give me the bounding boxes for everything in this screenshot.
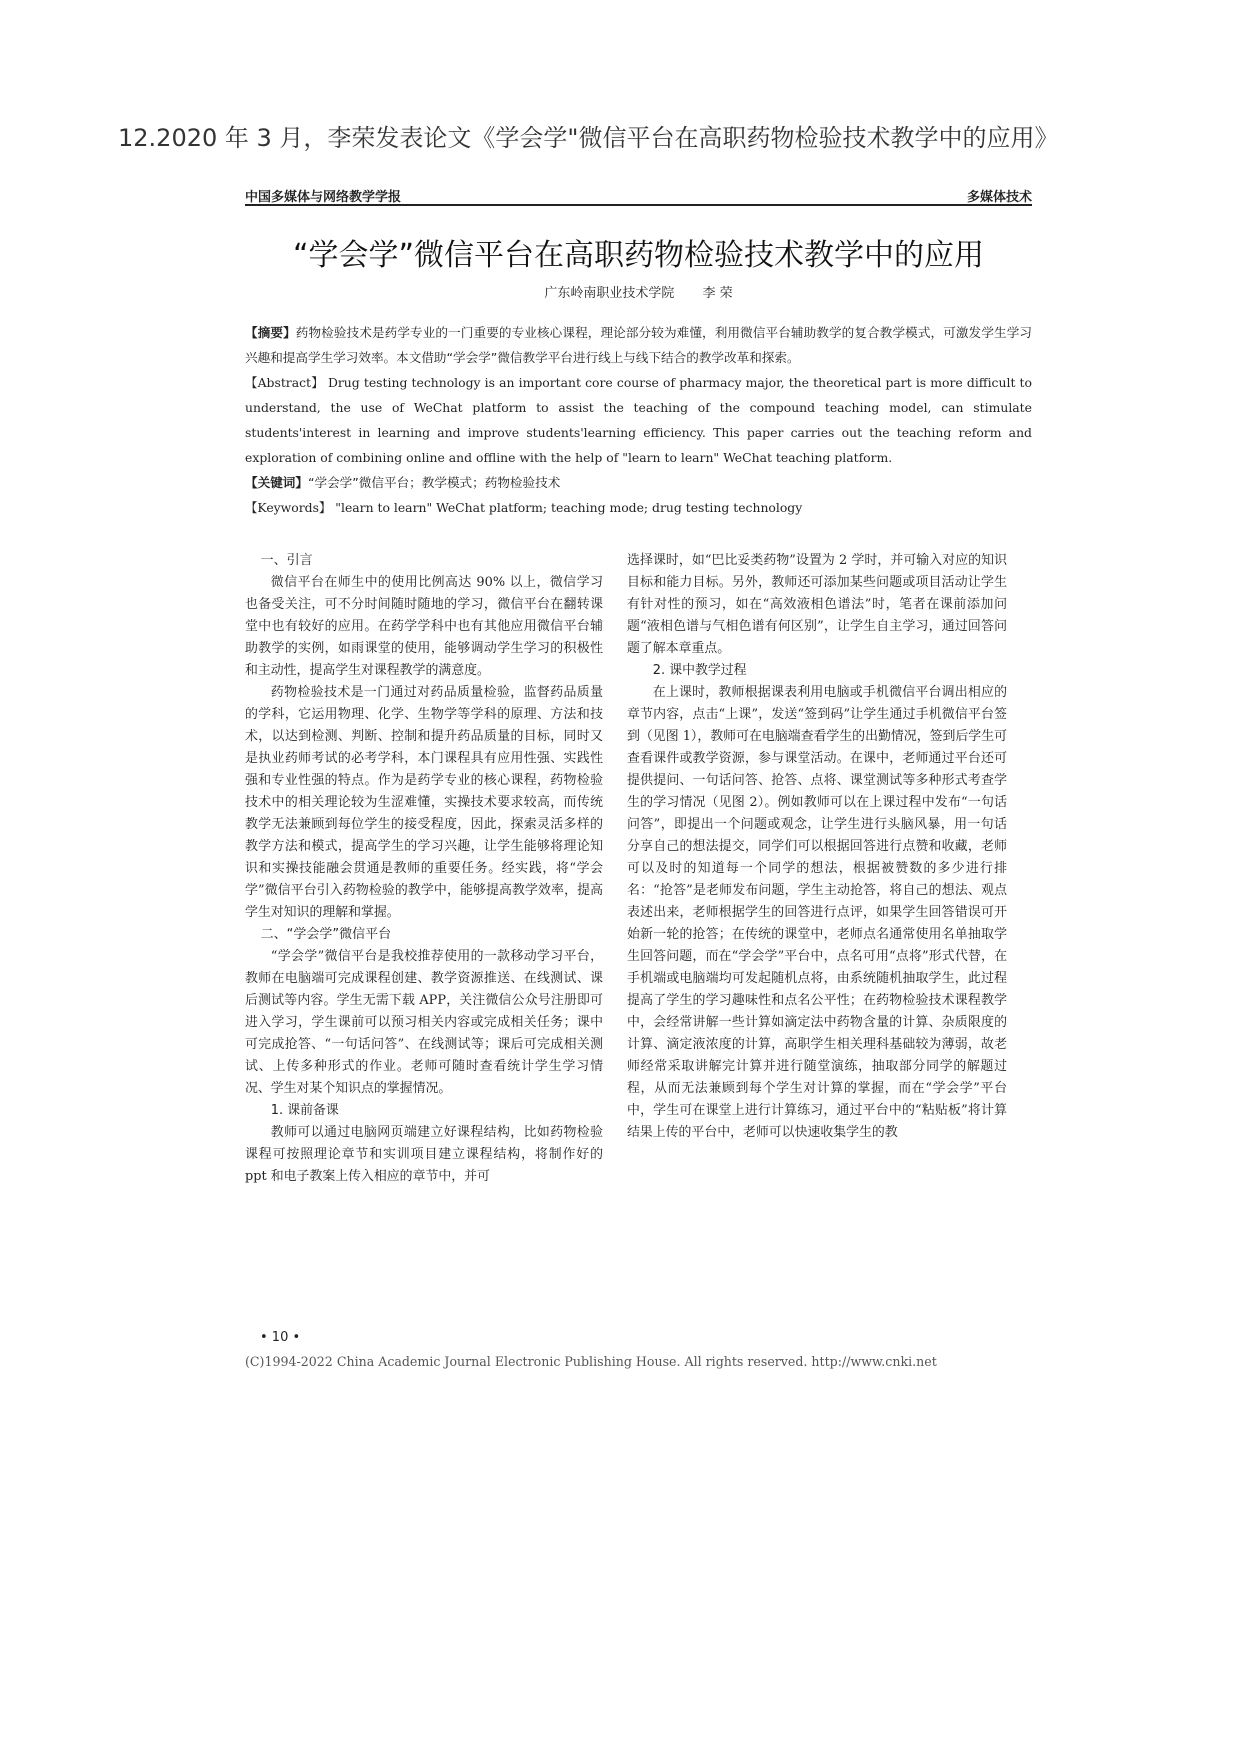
keywords-cn-text: “学会学”微信平台；教学模式；药物检验技术 <box>307 475 561 490</box>
abstract-cn-label: 【摘要】 <box>245 325 296 340</box>
paragraph: “学会学”微信平台是我校推荐使用的一款移动学习平台，教师在电脑端可完成课程创建、教学资源推送、在线测试、课后测试等内容。学生无需下载 APP，关注微信公众号注册即可进入学习，学生课前可以预习相关内容或完成相关任务；课中可完成抢答、“一句话问答”、在线测试等；课后可完成相关测试、上传多种形式的作业。老师可随时查看统计学生学习情况、学生对某个知识点的掌握情况。 <box>245 949 603 1096</box>
keywords-en-text: "learn to learn" WeChat platform; teaching mode; drug testing technology <box>335 500 803 515</box>
paragraph: 教师可以通过电脑网页端建立好课程结构，比如药物检验课程可按照理论章节和实训项目建立课程结构，将制作好的 ppt 和电子教案上传入相应的章节中，并可 <box>245 1125 603 1184</box>
author-affiliation: 广东岭南职业技术学院 <box>544 286 675 301</box>
keywords-en <box>245 495 1032 520</box>
copyright-line: (C)1994-2022 China Academic Journal Electronic Publishing House. All rights reserved. http://www.cnki.net <box>245 1354 937 1369</box>
abstract-cn <box>245 320 1032 370</box>
abstract-cn-text: 药物检验技术是药学专业的一门重要的专业核心课程，理论部分较为难懂，利用微信平台辅助教学的复合教学模式，可激发学生学习兴趣和提高学生学习效率。本文借助“学会学”微信教学平台进行线上与线下结合的教学改革和探索。 <box>245 325 1033 365</box>
paragraph: 在上课时，教师根据课表利用电脑或手机微信平台调出相应的章节内容，点击“上课”，发送“签到码”让学生通过手机微信平台签到（见图 1），教师可在电脑端查看学生的出勤情况，签到后学生可查看课件或教学资源，参与课堂活动。在课中，老师通过平台还可提供提问、一句话问答、抢答、点将、课堂测试等多种形式考查学生的学习情况（见图 2）。例如教师可以在上课过程中发布“一句话问答”，即提出一个问题或观念，让学生进行头脑风暴，用一句话分享自己的想法提交，同学们可以根据回答进行点赞和收藏，老师可以及时的知道每一个同学的想法，根据被赞数的多少进行排名：“抢答”是老师发布问题，学生主动抢答，将自己的想法、观点表述出来，老师根据学生的回答进行点评，如果学生回答错误可开始新一轮的抢答；在传统的课堂中，老师点名通常使用名单抽取学生回答问题，而在“学会学”平台中，点名可用“点将”形式代替，在手机端或电脑端均可发起随机点将，由系统随机抽取学生，此过程提高了学生的学习趣味性和点名公平性；在药物检验技术课程教学中，会经常讲解一些计算如滴定法中药物含量的计算、杂质限度的计算、滴定液浓度的计算，高职学生相关理科基础较为薄弱，故老师经常采取讲解完计算并进行随堂演练，抽取部分同学的解题过程，从而无法兼顾到每个学生对计算的掌握，而在“学会学”平台中，学生可在课堂上进行计算练习，通过平台中的“粘贴板”将计算结果上传的平台中，老师可以快速收集学生的教 <box>627 685 1007 1140</box>
page-caption: 12.2020 年 3 月，李荣发表论文《学会学"微信平台在高职药物检验技术教学中的应用》 <box>118 124 1059 152</box>
page-number: • 10 • <box>260 1330 301 1345</box>
header-rule <box>245 204 1032 206</box>
scanned-paper-page <box>245 180 1032 1380</box>
abstract-en-label: 【Abstract】 <box>245 375 324 390</box>
subsection-heading-prep: 1. 课前备课 <box>270 1103 339 1118</box>
body-columns <box>245 550 1032 1285</box>
keywords-cn-label: 【关键词】 <box>245 475 308 490</box>
journal-name: 中国多媒体与网络教学学报 <box>245 190 402 205</box>
author-name: 李 荣 <box>702 286 733 301</box>
abstract-en-text: Drug testing technology is an important core course of pharmacy major, the theoretical part is more difficult to understand, the use of WeChat platform to assist the teaching of the compound teaching model, can stimulate students'interest in learning and improve students'learning efficiency. This paper carries out the teaching reform and exploration of combining online and offline with the help of "learn to learn" WeChat teaching platform. <box>245 375 1032 465</box>
subsection-heading-class: 2. 课中教学过程 <box>652 663 747 678</box>
paragraph: 微信平台在师生中的使用比例高达 90% 以上，微信学习也备受关注，可不分时间随时随地的学习，微信平台在翻转课堂中也有较好的应用。在药学学科中也有其他应用微信平台辅助教学的实例，如雨课堂的使用，能够调动学生学习的积极性和主动性，提高学生对课程教学的满意度。 <box>245 575 603 678</box>
section-heading-platform: 二、“学会学”微信平台 <box>260 927 392 942</box>
paragraph: 药物检验技术是一门通过对药品质量检验，监督药品质量的学科，它运用物理、化学、生物学等学科的原理、方法和技术，以达到检测、判断、控制和提升药品质量的目标，同时又是执业药师考试的必考学科，本门课程具有应用性强、实践性强和专业性强的特点。作为是药学专业的核心课程，药物检验技术中的相关理论较为生涩难懂，实操技术要求较高，而传统教学无法兼顾到每位学生的接受程度，因此，探索灵活多样的教学方法和模式，提高学生的学习兴趣，让学生能够将理论知识和实操技能融会贯通是教师的重要任务。经实践，将“学会学”微信平台引入药物检验的教学中，能够提高教学效率，提高学生对知识的理解和掌握。 <box>245 685 603 920</box>
abstract-en <box>245 370 1032 470</box>
section-heading-intro: 一、引言 <box>260 553 313 568</box>
keywords-cn <box>245 470 1032 495</box>
paper-title: “学会学”微信平台在高职药物检验技术教学中的应用 <box>292 238 985 273</box>
keywords-en-label: 【Keywords】 <box>245 500 332 515</box>
right-column <box>627 550 1007 1144</box>
author-line <box>245 282 1032 301</box>
abstract-block <box>245 320 1032 520</box>
left-column <box>245 550 603 1188</box>
section-name: 多媒体技术 <box>966 190 1032 205</box>
paragraph: 选择课时，如“巴比妥类药物”设置为 2 学时，并可输入对应的知识目标和能力目标。另外，教师还可添加某些问题或项目活动让学生有针对性的预习，如在“高效液相色谱法”时，笔者在课前添加问题“液相色谱与气相色谱有何区别”，让学生自主学习，通过回答问题了解本章重点。 <box>627 553 1007 656</box>
